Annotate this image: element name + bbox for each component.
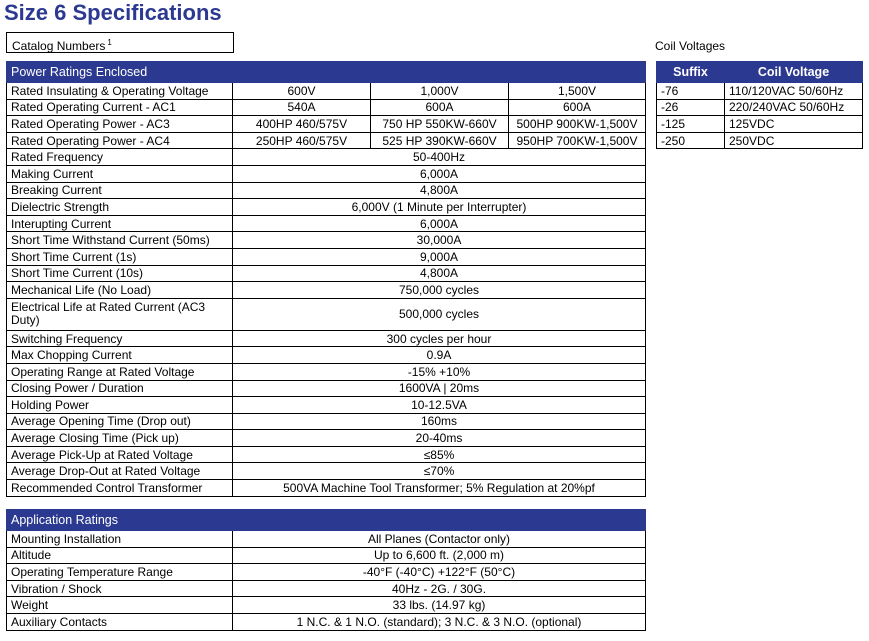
spec-row xyxy=(7,446,646,463)
catalog-numbers-field xyxy=(6,32,234,53)
application-ratings-table xyxy=(6,509,646,631)
spec-value: 160ms xyxy=(233,413,646,430)
spec-label: Mounting Installation xyxy=(7,531,233,548)
spec-row xyxy=(7,149,646,166)
spec-label: Average Opening Time (Drop out) xyxy=(7,413,233,430)
spec-label: Average Drop-Out at Rated Voltage xyxy=(7,463,233,480)
spec-label: Mechanical Life (No Load) xyxy=(7,282,233,299)
coil-row xyxy=(657,99,863,116)
spec-row xyxy=(7,199,646,216)
spec-row xyxy=(7,282,646,299)
spec-row xyxy=(7,597,646,614)
spec-value: 500,000 cycles xyxy=(233,298,646,330)
spec-row xyxy=(7,531,646,548)
spec-label: Holding Power xyxy=(7,397,233,414)
spec-label: Rated Insulating & Operating Voltage xyxy=(7,83,233,100)
spec-row xyxy=(7,380,646,397)
spec-value: All Planes (Contactor only) xyxy=(233,531,646,548)
spec-label: Operating Temperature Range xyxy=(7,564,233,581)
spec-label: Electrical Life at Rated Current (AC3 Duty) xyxy=(7,298,233,330)
spec-value: 20-40ms xyxy=(233,430,646,447)
spec-label: Short Time Withstand Current (50ms) xyxy=(7,232,233,249)
coil-voltages-title: Coil Voltages xyxy=(655,39,726,53)
spec-label: Short Time Current (10s) xyxy=(7,265,233,282)
spec-value: -40°F (-40°C) +122°F (50°C) xyxy=(233,564,646,581)
spec-row xyxy=(7,215,646,232)
coil-voltage: 110/120VAC 50/60Hz xyxy=(725,83,863,100)
coil-suffix: -250 xyxy=(657,132,725,149)
spec-row xyxy=(7,413,646,430)
spec-label: Rated Operating Power - AC3 xyxy=(7,116,233,133)
catalog-footnote: 1 xyxy=(107,38,112,47)
spec-label: Making Current xyxy=(7,165,233,182)
spec-row xyxy=(7,547,646,564)
spec-value: -15% +10% xyxy=(233,363,646,380)
spec-label: Max Chopping Current xyxy=(7,347,233,364)
spec-value: 6,000A xyxy=(233,215,646,232)
coil-suffix: -76 xyxy=(657,83,725,100)
spec-value: 750 HP 550KW-660V xyxy=(371,116,509,133)
spec-value: 400HP 460/575V xyxy=(233,116,371,133)
spec-value: 600A xyxy=(509,99,646,116)
spec-label: Altitude xyxy=(7,547,233,564)
spec-label: Weight xyxy=(7,597,233,614)
spec-label: Auxiliary Contacts xyxy=(7,613,233,630)
coil-voltages-table xyxy=(656,61,863,149)
spec-row xyxy=(7,165,646,182)
spec-row xyxy=(7,330,646,347)
coil-suffix: -26 xyxy=(657,99,725,116)
power-ratings-table xyxy=(6,61,646,497)
spec-value: 6,000A xyxy=(233,165,646,182)
spec-value: 950HP 700KW-1,500V xyxy=(509,132,646,149)
spec-row xyxy=(7,116,646,133)
coil-header-suffix: Suffix xyxy=(657,62,725,83)
spec-row xyxy=(7,363,646,380)
spec-label: Average Closing Time (Pick up) xyxy=(7,430,233,447)
spec-row xyxy=(7,463,646,480)
coil-voltage: 220/240VAC 50/60Hz xyxy=(725,99,863,116)
coil-row xyxy=(657,83,863,100)
spec-value: 600V xyxy=(233,83,371,100)
spec-row xyxy=(7,430,646,447)
spec-label: Rated Operating Current - AC1 xyxy=(7,99,233,116)
power-ratings-header: Power Ratings Enclosed xyxy=(7,62,646,83)
spec-label: Vibration / Shock xyxy=(7,580,233,597)
spec-value: 4,800A xyxy=(233,265,646,282)
spec-row xyxy=(7,83,646,100)
application-ratings-header: Application Ratings xyxy=(7,510,646,531)
spec-row xyxy=(7,580,646,597)
spec-row xyxy=(7,99,646,116)
spec-value: Up to 6,600 ft. (2,000 m) xyxy=(233,547,646,564)
spec-row xyxy=(7,132,646,149)
spec-label: Average Pick-Up at Rated Voltage xyxy=(7,446,233,463)
spec-value: 500HP 900KW-1,500V xyxy=(509,116,646,133)
spec-row xyxy=(7,613,646,630)
spec-value: 1,000V xyxy=(371,83,509,100)
spec-label: Operating Range at Rated Voltage xyxy=(7,363,233,380)
spec-value: 0.9A xyxy=(233,347,646,364)
spec-value: 9,000A xyxy=(233,248,646,265)
spec-label: Closing Power / Duration xyxy=(7,380,233,397)
coil-row xyxy=(657,116,863,133)
coil-voltage: 125VDC xyxy=(725,116,863,133)
spec-value: 40Hz - 2G. / 30G. xyxy=(233,580,646,597)
spec-row xyxy=(7,347,646,364)
catalog-numbers-label: Catalog Numbers xyxy=(12,39,106,53)
spec-label: Dielectric Strength xyxy=(7,199,233,216)
spec-value: 1 N.C. & 1 N.O. (standard); 3 N.C. & 3 N.O. (optional) xyxy=(233,613,646,630)
spec-value: 300 cycles per hour xyxy=(233,330,646,347)
spec-value: 10-12.5VA xyxy=(233,397,646,414)
spec-value: 50-400Hz xyxy=(233,149,646,166)
spec-value: 525 HP 390KW-660V xyxy=(371,132,509,149)
page-title: Size 6 Specifications xyxy=(4,0,222,25)
spec-value: 250HP 460/575V xyxy=(233,132,371,149)
spec-label: Short Time Current (1s) xyxy=(7,248,233,265)
spec-value: 6,000V (1 Minute per Interrupter) xyxy=(233,199,646,216)
coil-voltage: 250VDC xyxy=(725,132,863,149)
coil-header-voltage: Coil Voltage xyxy=(725,62,863,83)
spec-row xyxy=(7,480,646,497)
spec-value: 4,800A xyxy=(233,182,646,199)
spec-row xyxy=(7,397,646,414)
spec-value: ≤70% xyxy=(233,463,646,480)
spec-label: Switching Frequency xyxy=(7,330,233,347)
spec-value: 33 lbs. (14.97 kg) xyxy=(233,597,646,614)
spec-value: 1,500V xyxy=(509,83,646,100)
spec-value: ≤85% xyxy=(233,446,646,463)
spec-value: 600A xyxy=(371,99,509,116)
spec-label: Rated Operating Power - AC4 xyxy=(7,132,233,149)
spec-value: 750,000 cycles xyxy=(233,282,646,299)
spec-label: Breaking Current xyxy=(7,182,233,199)
spec-label: Interupting Current xyxy=(7,215,233,232)
spec-value: 540A xyxy=(233,99,371,116)
spec-value: 500VA Machine Tool Transformer; 5% Regulation at 20%pf xyxy=(233,480,646,497)
spec-row xyxy=(7,265,646,282)
spec-label: Recommended Control Transformer xyxy=(7,480,233,497)
coil-row xyxy=(657,132,863,149)
spec-row xyxy=(7,564,646,581)
spec-value: 1600VA | 20ms xyxy=(233,380,646,397)
spec-value: 30,000A xyxy=(233,232,646,249)
coil-suffix: -125 xyxy=(657,116,725,133)
spec-label: Rated Frequency xyxy=(7,149,233,166)
spec-row xyxy=(7,248,646,265)
spec-row xyxy=(7,298,646,330)
spec-row xyxy=(7,182,646,199)
spec-row xyxy=(7,232,646,249)
